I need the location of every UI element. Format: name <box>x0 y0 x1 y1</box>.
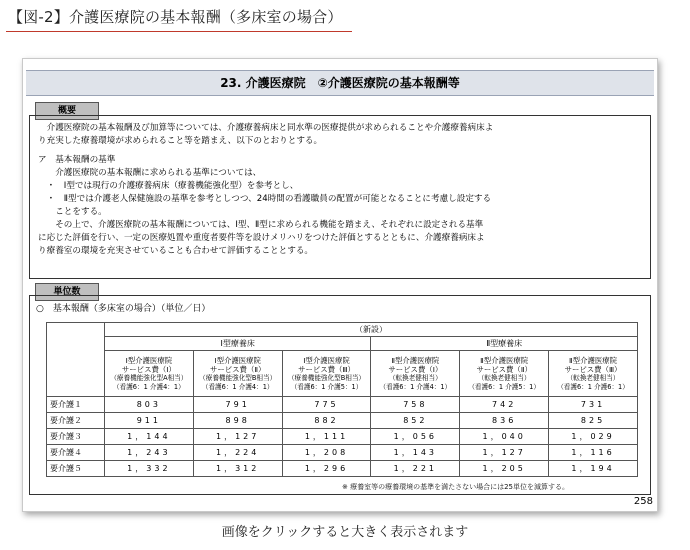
units-label: 単位数 <box>35 283 99 301</box>
rate-cell: 825 <box>549 413 638 429</box>
column-header-line: （療養機能強化型B相当） <box>199 373 277 382</box>
rate-cell: 791 <box>193 397 282 413</box>
overview-line: り充実した療養環境が求められること等を踏まえ、以下のとおりとする。 <box>38 136 323 146</box>
row-label: 要介護２ <box>47 413 105 429</box>
rate-cell: 1，143 <box>371 445 460 461</box>
rate-cell: 1，221 <box>371 461 460 477</box>
column-header-line: （転換老健相当） <box>477 373 531 382</box>
page-title: 【図-2】介護医療院の基本報酬（多床室の場合） <box>8 8 343 26</box>
table-row <box>47 413 638 429</box>
reduction-note: ※ 療養室等の療養環境の基準を満たさない場合には25単位を減算する。 <box>342 483 569 491</box>
corner-cell <box>47 323 105 397</box>
rate-cell: 1，194 <box>549 461 638 477</box>
column-header <box>282 351 371 397</box>
title-underline <box>6 31 352 32</box>
column-header <box>193 351 282 397</box>
column-header <box>460 351 549 397</box>
column-header-line: （看護6：1 介護4：1） <box>379 382 452 391</box>
rate-cell: 1，296 <box>282 461 371 477</box>
column-header <box>371 351 460 397</box>
rate-cell: 1，127 <box>193 429 282 445</box>
units-subtitle: ○ 基本報酬（多床室の場合）（単位／日） <box>36 304 211 314</box>
slide-image[interactable] <box>22 58 658 512</box>
overview-line: 介護医療院の基本報酬に求められる基準については、 <box>38 168 262 178</box>
footer-caption: 画像をクリックすると大きく表示されます <box>221 525 469 540</box>
column-header-line: （転換老健相当） <box>388 373 442 382</box>
rate-cell: 742 <box>460 397 549 413</box>
group-type1: Ⅰ型療養床 <box>104 337 370 351</box>
column-header-line: Ⅱ型介護医療院 <box>480 355 529 365</box>
rate-cell: 775 <box>282 397 371 413</box>
group-type2: Ⅱ型療養床 <box>371 337 638 351</box>
new-label: （新設） <box>104 323 637 337</box>
overview-line: ことをする。 <box>38 207 107 217</box>
units-box <box>29 295 651 495</box>
overview-line: その上で、介護医療院の基本報酬については、Ⅰ型、Ⅱ型に求められる機能を踏まえ、それぞれに設定される基準 <box>38 220 484 230</box>
row-label: 要介護４ <box>47 445 105 461</box>
overview-box <box>29 115 651 279</box>
column-header-line: （看護6：1 介護5：1） <box>468 382 540 391</box>
overview-line: ア 基本報酬の基準 <box>38 155 116 165</box>
overview-line: 介護医療院の基本報酬及び加算等については、介護療養病床と同水準の医療提供が求められることや介護療養病床よ <box>38 123 494 133</box>
rate-cell: 898 <box>193 413 282 429</box>
row-label: 要介護３ <box>47 429 105 445</box>
rate-cell: 1，040 <box>460 429 549 445</box>
table-row <box>47 429 638 445</box>
column-header-line: サービス費（Ⅰ） <box>388 364 443 374</box>
column-header-line: （看護6：1 介護4：1） <box>201 382 274 391</box>
rate-cell: 1，205 <box>460 461 549 477</box>
column-header-line: サービス費（Ⅱ） <box>209 364 266 374</box>
column-header-line: Ⅱ型介護医療院 <box>569 355 618 365</box>
table-row <box>47 461 638 477</box>
column-header-line: サービス費（Ⅱ） <box>476 364 532 374</box>
overview-line: ・ Ⅰ型では現行の介護療養病床（療養機能強化型）を参考とし、 <box>38 181 299 191</box>
rate-cell: 1，312 <box>193 461 282 477</box>
table-row <box>47 445 638 461</box>
column-header-line: （看護6：1 介護6：1） <box>557 382 629 391</box>
rate-cell: 1，111 <box>282 429 371 445</box>
column-header-line: サービス費（Ⅲ） <box>564 364 622 374</box>
overview-label: 概要 <box>35 102 99 120</box>
page-number: 258 <box>633 496 653 507</box>
rate-cell: 882 <box>282 413 371 429</box>
rates-table <box>46 322 638 477</box>
rate-cell: 1，224 <box>193 445 282 461</box>
column-header-line: （転換老健相当） <box>566 373 620 382</box>
column-header-line: Ⅰ型介護医療院 <box>303 355 350 365</box>
overview-line: り療養室の環境を充実させていることも合わせて評価することとする。 <box>38 246 314 256</box>
rate-cell: 803 <box>104 397 193 413</box>
column-header-line: Ⅰ型介護医療院 <box>125 355 173 365</box>
column-header-line: （療養機能強化型B相当） <box>287 373 366 382</box>
column-header-line: （看護6：1 介護5：1） <box>290 382 363 391</box>
row-label: 要介護５ <box>47 461 105 477</box>
rate-cell: 1，332 <box>104 461 193 477</box>
column-header-line: （療養機能強化型A相当） <box>110 373 188 382</box>
rate-cell: 1，056 <box>371 429 460 445</box>
rate-cell: 1，116 <box>549 445 638 461</box>
column-header-line: （看護6：1 介護4：1） <box>113 382 185 391</box>
column-header-line: サービス費（Ⅲ） <box>298 364 355 374</box>
rate-cell: 731 <box>549 397 638 413</box>
column-header-line: Ⅱ型介護医療院 <box>391 355 440 365</box>
column-header <box>104 351 193 397</box>
column-header-line: Ⅰ型介護医療院 <box>214 355 261 365</box>
rate-cell: 852 <box>371 413 460 429</box>
column-header <box>549 351 638 397</box>
rate-cell: 1，029 <box>549 429 638 445</box>
rate-cell: 1，144 <box>104 429 193 445</box>
overview-line: ・ Ⅱ型では介護老人保健施設の基準を参考としつつ、24時間の看護職員の配置が可能となることに考慮し設定する <box>38 194 492 204</box>
overview-line: に応じた評価を行い、一定の医療処置や重度者要件等を設けメリハリをつけた評価とするとともに、介護療養病床よ <box>38 233 485 243</box>
rate-cell: 1，127 <box>460 445 549 461</box>
rate-cell: 1，208 <box>282 445 371 461</box>
rate-cell: 758 <box>371 397 460 413</box>
rate-cell: 836 <box>460 413 549 429</box>
slide-header: 23. 介護医療院 ②介護医療院の基本報酬等 <box>26 70 654 96</box>
column-header-line: サービス費（Ⅰ） <box>121 364 176 374</box>
rate-cell: 911 <box>104 413 193 429</box>
table-row <box>47 397 638 413</box>
rate-cell: 1，243 <box>104 445 193 461</box>
row-label: 要介護１ <box>47 397 105 413</box>
